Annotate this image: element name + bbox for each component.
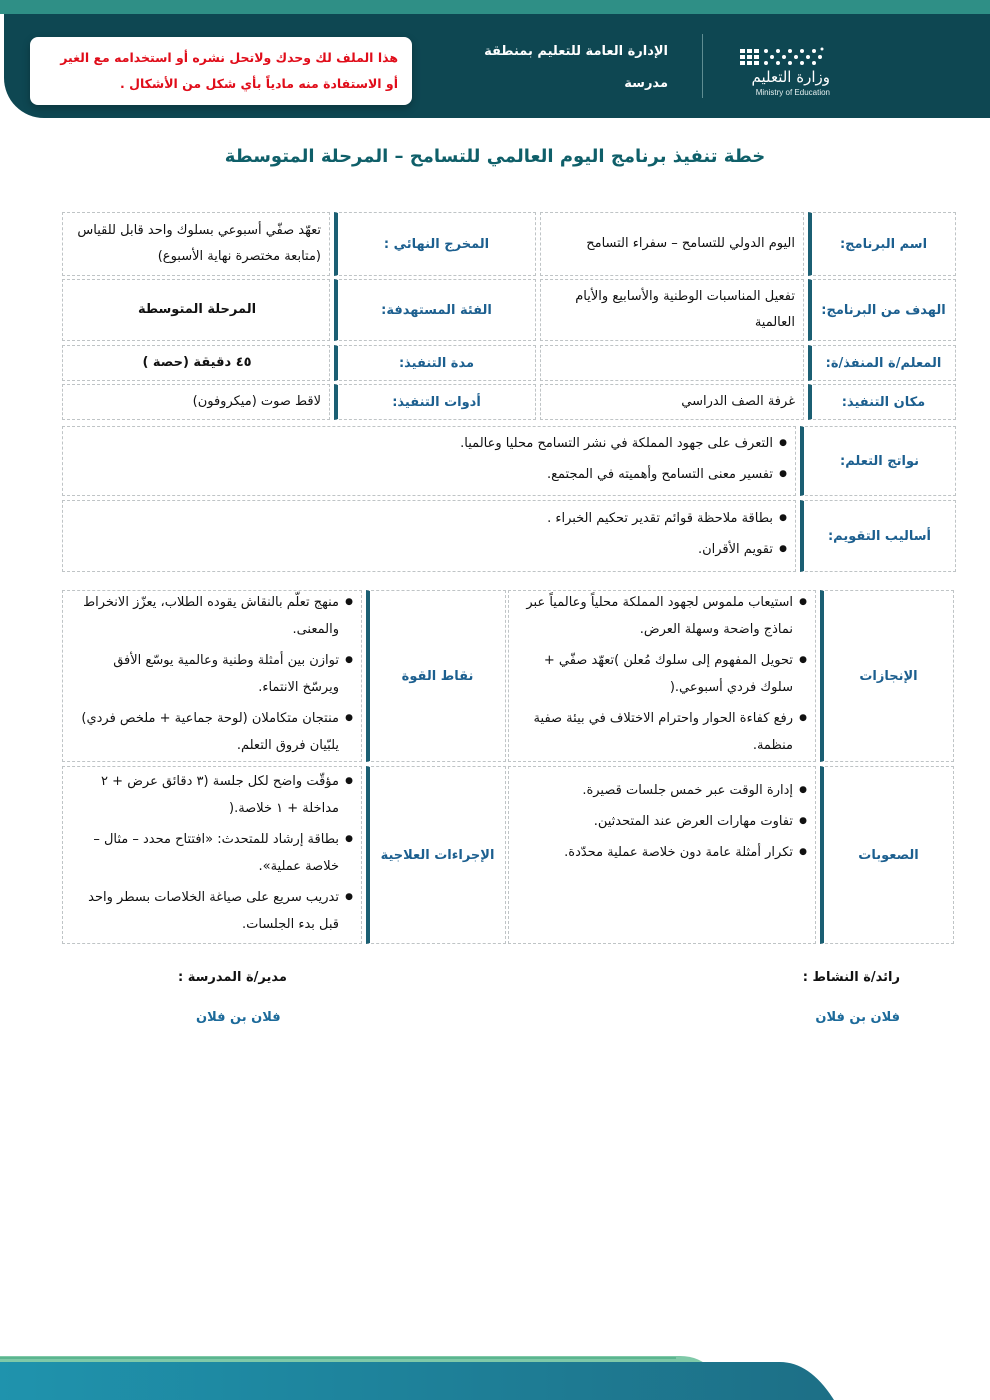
final-output-label: المخرج النهائي : [334, 212, 536, 276]
teacher-label: المعلم/ة المنفذ/ة: [808, 345, 956, 381]
remedial-box [62, 766, 362, 944]
strengths-box [62, 590, 362, 762]
place-value: غرفة الصف الدراسي [540, 384, 804, 420]
program-goal-label: الهدف من البرنامج: [808, 279, 956, 341]
list-item: ● توازن بين أمثلة وطنية وعالمية يوسّع الأفق ويرسّخ الانتماء. [73, 647, 353, 701]
list-item: ● بطاقة ملاحظة قوائم تقدير تحكيم الخبراء . [547, 505, 787, 532]
strengths-label: نقاط القوة [366, 590, 506, 762]
ministry-name-ar: وزارة التعليم [751, 68, 830, 86]
list-item: ● تفاوت مهارات العرض عند المتحدثين. [564, 808, 807, 835]
warning-line-2: أو الاستفادة منه مادياً بأي شكل من الأشكال . [120, 76, 398, 91]
page-title: خطة تنفيذ برنامج اليوم العالمي للتسامح – المرحلة المتوسطة [224, 146, 766, 167]
principal-label: مدير/ة المدرسة : [178, 970, 287, 985]
final-output-value: تعهّد صفّي أسبوعي بسلوك واحد قابل للقياس (متابعة مختصرة نهاية الأسبوع) [62, 212, 330, 276]
assessment-list [547, 505, 787, 567]
remedial-label: الإجراءات العلاجية [366, 766, 506, 944]
assessment-box [62, 500, 796, 572]
list-item: ● تكرار أمثلة عامة دون خلاصة عملية محدّدة. [564, 839, 807, 866]
program-name-label: اسم البرنامج: [808, 212, 956, 276]
header-accent-strip [0, 0, 990, 14]
achievements-box [508, 590, 816, 762]
list-item: ● تدريب سريع على صياغة الخلاصات بسطر واحد قبل بدء الجلسات. [73, 884, 353, 938]
strengths-list [73, 589, 353, 763]
warning-line-1: هذا الملف لك وحدك ولاتحل نشره أو استخدامه مع الغير [60, 50, 398, 65]
footer-wave [0, 1340, 990, 1400]
remedial-list [73, 768, 353, 942]
duration-label: مدة التنفيذ: [334, 345, 536, 381]
ministry-name-en: Ministry of Education [755, 88, 830, 97]
place-label: مكان التنفيذ: [808, 384, 956, 420]
list-item: ● منتجان متكاملان (لوحة جماعية + ملخص فردي) يلبّيان فروق التعلم. [73, 705, 353, 759]
achievements-list [519, 589, 807, 763]
list-item: ● رفع كفاءة الحوار واحترام الاختلاف في بيئة صفية منظمة. [519, 705, 807, 759]
list-item: ● إدارة الوقت عبر خمس جلسات قصيرة. [564, 777, 807, 804]
difficulties-label: الصعوبات [820, 766, 954, 944]
difficulties-list [564, 777, 807, 870]
learning-outcomes-box [62, 426, 796, 496]
teacher-value [540, 345, 804, 381]
school-label: مدرسة [624, 76, 668, 91]
target-group-value: المرحلة المتوسطة [62, 279, 330, 341]
assessment-label: أساليب التقويم: [800, 500, 956, 572]
principal-name: فلان بن فلان [196, 1010, 281, 1025]
list-item: ● استيعاب ملموس لجهود المملكة محلياً وعالمياً عبر نماذج واضحة وسهلة العرض. [519, 589, 807, 643]
duration-value: ٤٥ دقيقة (حصة ) [62, 345, 330, 381]
list-item: ● بطاقة إرشاد للمتحدث: «افتتاح محدد – مثال – خلاصة عملية». [73, 826, 353, 880]
program-goal-value: تفعيل المناسبات الوطنية والأسابيع والأيام العالمية [540, 279, 804, 341]
list-item: ● مؤقّت واضح لكل جلسة (٣ دقائق عرض + ٢ مداخلة + ١ خلاصة.( [73, 768, 353, 822]
tools-label: أدوات التنفيذ: [334, 384, 536, 420]
activity-leader-name: فلان بن فلان [815, 1010, 900, 1025]
header-divider [702, 34, 703, 98]
difficulties-box [508, 766, 816, 944]
education-admin-label: الإدارة العامة للتعليم بمنطقة [484, 44, 668, 59]
list-item: ● التعرف على جهود المملكة في نشر التسامح محليا وعالميا. [460, 430, 787, 457]
tools-value: لاقط صوت (ميكروفون) [62, 384, 330, 420]
activity-leader-label: رائد/ة النشاط : [802, 970, 900, 985]
list-item: ● تحويل المفهوم إلى سلوك مُعلن )تعهّد صفّي + سلوك فردي أسبوعي.( [519, 647, 807, 701]
program-name-value: اليوم الدولي للتسامح – سفراء التسامح [540, 212, 804, 276]
target-group-label: الفئة المستهدفة: [334, 279, 536, 341]
achievements-label: الإنجازات [820, 590, 954, 762]
copyright-warning [30, 37, 412, 105]
learning-outcomes-list [460, 430, 787, 492]
list-item: ● تقويم الأقران. [547, 536, 787, 563]
list-item: ● تفسير معنى التسامح وأهميته في المجتمع. [460, 461, 787, 488]
list-item: ● منهج تعلّم بالنقاش يقوده الطلاب، يعزّز الانخراط والمعنى. [73, 589, 353, 643]
learning-outcomes-label: نواتج التعلم: [800, 426, 956, 496]
